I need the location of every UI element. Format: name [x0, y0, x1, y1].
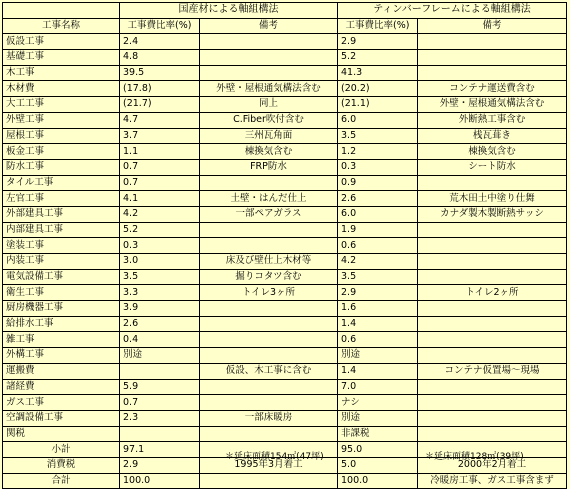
row-note-timber-frame: 外断熱工事含む [418, 112, 567, 128]
row-note-timber-frame [418, 269, 567, 285]
row-ratio-domestic: 4.7 [120, 112, 200, 128]
row-ratio-domestic: 4.2 [120, 206, 200, 222]
row-note-domestic [200, 238, 338, 254]
row-note-domestic: 掘りコタツ含む [200, 269, 338, 285]
row-note-timber-frame [418, 316, 567, 332]
row-note-timber-frame: シート防水 [418, 159, 567, 175]
table-row [3, 332, 567, 348]
row-ratio-timber-frame: ナシ [338, 395, 418, 411]
row-note-domestic [200, 473, 338, 489]
row-ratio-domestic: 0.7 [120, 395, 200, 411]
row-note-domestic: 土壁・はんだ仕上 [200, 191, 338, 207]
row-note-timber-frame [418, 254, 567, 270]
row-ratio-domestic: 0.4 [120, 332, 200, 348]
row-name: 外壁工事 [3, 112, 120, 128]
row-name: 諸経費 [3, 379, 120, 395]
row-name: 小計 [3, 442, 120, 458]
row-ratio-timber-frame: 2.6 [338, 191, 418, 207]
row-note-domestic: 1995年3月着工 [200, 457, 338, 473]
row-note-timber-frame [418, 301, 567, 317]
table-body [3, 34, 567, 489]
row-name: 雑工事 [3, 332, 120, 348]
row-note-domestic: 一部床暖房 [200, 410, 338, 426]
row-ratio-timber-frame: 1.4 [338, 363, 418, 379]
row-note-timber-frame [418, 379, 567, 395]
row-note-timber-frame: 外壁・屋根通気構法含む [418, 97, 567, 113]
row-ratio-timber-frame: 6.0 [338, 206, 418, 222]
row-note-timber-frame: 2000年2月着工 [418, 457, 567, 473]
row-name: 屋根工事 [3, 128, 120, 144]
footnote-floor-area-timber-frame: ＊延床面積128㎡(39坪) [425, 452, 524, 462]
row-ratio-timber-frame: 別途 [338, 410, 418, 426]
row-note-domestic [200, 379, 338, 395]
row-ratio-timber-frame: 0.9 [338, 175, 418, 191]
row-note-domestic: 一部ペアガラス [200, 206, 338, 222]
row-name: 仮設工事 [3, 34, 120, 50]
row-name: 内部建具工事 [3, 222, 120, 238]
table-row [3, 206, 567, 222]
row-name: 給排水工事 [3, 316, 120, 332]
row-note-timber-frame [418, 175, 567, 191]
row-note-domestic: 三州瓦角面 [200, 128, 338, 144]
row-ratio-timber-frame: 別途 [338, 348, 418, 364]
row-ratio-timber-frame: 3.5 [338, 128, 418, 144]
row-ratio-domestic: (21.7) [120, 97, 200, 113]
row-ratio-domestic: 39.5 [120, 65, 200, 81]
row-ratio-timber-frame: 4.2 [338, 254, 418, 270]
row-note-domestic: 同上 [200, 97, 338, 113]
table-row [3, 65, 567, 81]
row-note-domestic [200, 426, 338, 442]
table-row [3, 175, 567, 191]
row-ratio-timber-frame: 6.0 [338, 112, 418, 128]
row-ratio-timber-frame: 5.0 [338, 457, 418, 473]
row-ratio-timber-frame: 3.5 [338, 269, 418, 285]
row-ratio-domestic: 97.1 [120, 442, 200, 458]
row-note-domestic [200, 50, 338, 66]
row-ratio-domestic: 2.4 [120, 34, 200, 50]
table-row [3, 316, 567, 332]
header-ratio-timber-frame: 工事費比率(%) [338, 18, 418, 34]
row-name: 基礎工事 [3, 50, 120, 66]
row-note-timber-frame [418, 332, 567, 348]
row-ratio-timber-frame: 1.6 [338, 301, 418, 317]
group-header-row [3, 3, 567, 19]
row-ratio-domestic: 2.6 [120, 316, 200, 332]
table-row [3, 348, 567, 364]
row-ratio-domestic: 1.1 [120, 144, 200, 160]
row-note-timber-frame: カナダ製木製断熱サッシ [418, 206, 567, 222]
table-row [3, 301, 567, 317]
row-note-timber-frame: 桟瓦葺き [418, 128, 567, 144]
row-name: 運搬費 [3, 363, 120, 379]
row-ratio-domestic: 0.7 [120, 159, 200, 175]
row-name: タイル工事 [3, 175, 120, 191]
row-name: 外部建具工事 [3, 206, 120, 222]
row-note-domestic: C.Fiber吹付含む [200, 112, 338, 128]
table-row [3, 144, 567, 160]
table-row [3, 97, 567, 113]
row-ratio-domestic: 3.3 [120, 285, 200, 301]
row-note-timber-frame [418, 426, 567, 442]
row-ratio-domestic: 5.9 [120, 379, 200, 395]
row-note-timber-frame [418, 395, 567, 411]
row-ratio-domestic: (17.8) [120, 81, 200, 97]
table-row [3, 410, 567, 426]
row-note-domestic [200, 222, 338, 238]
row-name: 大工工事 [3, 97, 120, 113]
row-note-timber-frame: 冷暖房工事、ガス工事含まず [418, 473, 567, 489]
row-name: 厨房機器工事 [3, 301, 120, 317]
row-ratio-timber-frame: 2.9 [338, 34, 418, 50]
row-note-domestic: 外壁・屋根通気構法含む [200, 81, 338, 97]
row-ratio-timber-frame: 0.6 [338, 332, 418, 348]
row-note-domestic: 棟換気含む [200, 144, 338, 160]
row-note-timber-frame [418, 238, 567, 254]
row-ratio-domestic: 4.8 [120, 50, 200, 66]
row-note-domestic [200, 34, 338, 50]
row-note-domestic [200, 395, 338, 411]
table-row [3, 473, 567, 489]
row-ratio-timber-frame: 2.9 [338, 285, 418, 301]
row-name: 塗装工事 [3, 238, 120, 254]
row-ratio-domestic: 3.0 [120, 254, 200, 270]
row-note-domestic: 床及び壁仕上木材等 [200, 254, 338, 270]
row-ratio-domestic: 2.3 [120, 410, 200, 426]
row-name: 外構工事 [3, 348, 120, 364]
table-row [3, 254, 567, 270]
header-note-domestic: 備考 [200, 18, 338, 34]
group-header-timber-frame: ティンバーフレームによる軸組構法 [338, 3, 567, 19]
header-ratio-domestic: 工事費比率(%) [120, 18, 200, 34]
row-ratio-domestic: 別途 [120, 348, 200, 364]
row-note-timber-frame [418, 65, 567, 81]
row-note-domestic [200, 332, 338, 348]
row-note-timber-frame [418, 34, 567, 50]
header-note-timber-frame: 備考 [418, 18, 567, 34]
row-ratio-timber-frame: 0.3 [338, 159, 418, 175]
footnote-floor-area-domestic: ＊延床面積154㎡(47坪) [225, 452, 324, 462]
row-ratio-timber-frame: 95.0 [338, 442, 418, 458]
table-row [3, 128, 567, 144]
row-note-domestic [200, 348, 338, 364]
row-ratio-domestic: 0.3 [120, 238, 200, 254]
row-note-domestic [200, 316, 338, 332]
row-name: 消費税 [3, 457, 120, 473]
row-name: 衛生工事 [3, 285, 120, 301]
row-ratio-timber-frame: 1.4 [338, 316, 418, 332]
row-ratio-domestic [120, 426, 200, 442]
row-note-domestic: FRP防水 [200, 159, 338, 175]
row-ratio-timber-frame: 0.6 [338, 238, 418, 254]
row-note-domestic [200, 301, 338, 317]
header-name: 工事名称 [3, 18, 120, 34]
row-ratio-domestic: 100.0 [120, 473, 200, 489]
row-name: 電気設備工事 [3, 269, 120, 285]
row-name: 木工事 [3, 65, 120, 81]
row-note-timber-frame [418, 222, 567, 238]
row-note-domestic [200, 175, 338, 191]
construction-cost-table [2, 2, 567, 489]
cost-table-container [2, 2, 566, 489]
row-ratio-timber-frame: 100.0 [338, 473, 418, 489]
table-row [3, 191, 567, 207]
table-row [3, 159, 567, 175]
row-ratio-timber-frame: 41.3 [338, 65, 418, 81]
table-row [3, 269, 567, 285]
row-note-timber-frame [418, 50, 567, 66]
row-ratio-domestic: 4.1 [120, 191, 200, 207]
row-note-domestic: 仮設、木工事に含む [200, 363, 338, 379]
table-row [3, 222, 567, 238]
table-row [3, 238, 567, 254]
row-ratio-domestic: 3.5 [120, 269, 200, 285]
row-note-domestic: トイレ3ヶ所 [200, 285, 338, 301]
row-name: ガス工事 [3, 395, 120, 411]
table-row [3, 81, 567, 97]
table-row [3, 363, 567, 379]
table-row [3, 395, 567, 411]
row-name: 左官工事 [3, 191, 120, 207]
row-ratio-timber-frame: 7.0 [338, 379, 418, 395]
row-ratio-domestic [120, 363, 200, 379]
row-note-timber-frame [418, 348, 567, 364]
row-name: 板金工事 [3, 144, 120, 160]
row-name: 木材費 [3, 81, 120, 97]
row-ratio-domestic: 5.2 [120, 222, 200, 238]
row-name: 合計 [3, 473, 120, 489]
row-note-domestic [200, 65, 338, 81]
table-row [3, 285, 567, 301]
row-ratio-timber-frame: (20.2) [338, 81, 418, 97]
table-row [3, 50, 567, 66]
row-ratio-timber-frame: 5.2 [338, 50, 418, 66]
row-name: 防水工事 [3, 159, 120, 175]
column-header-row [3, 18, 567, 34]
table-row [3, 379, 567, 395]
row-ratio-timber-frame: 1.9 [338, 222, 418, 238]
row-note-timber-frame [418, 410, 567, 426]
row-note-timber-frame: 棟換気含む [418, 144, 567, 160]
table-row [3, 426, 567, 442]
row-ratio-timber-frame: 1.2 [338, 144, 418, 160]
row-ratio-domestic: 3.9 [120, 301, 200, 317]
table-row [3, 34, 567, 50]
row-note-timber-frame: コンテナ運送費含む [418, 81, 567, 97]
group-header-domestic: 国産材による軸組構法 [120, 3, 338, 19]
row-name: 関税 [3, 426, 120, 442]
row-name: 空調設備工事 [3, 410, 120, 426]
row-note-timber-frame: トイレ2ヶ所 [418, 285, 567, 301]
row-ratio-domestic: 2.9 [120, 457, 200, 473]
row-ratio-domestic: 3.7 [120, 128, 200, 144]
table-row [3, 112, 567, 128]
row-note-timber-frame: コンテナ仮置場〜現場 [418, 363, 567, 379]
corner-cell [3, 3, 120, 19]
row-ratio-domestic: 0.7 [120, 175, 200, 191]
row-note-timber-frame: 荒木田土中塗り仕舞 [418, 191, 567, 207]
row-ratio-timber-frame: (21.1) [338, 97, 418, 113]
row-ratio-timber-frame: 非課税 [338, 426, 418, 442]
row-name: 内装工事 [3, 254, 120, 270]
